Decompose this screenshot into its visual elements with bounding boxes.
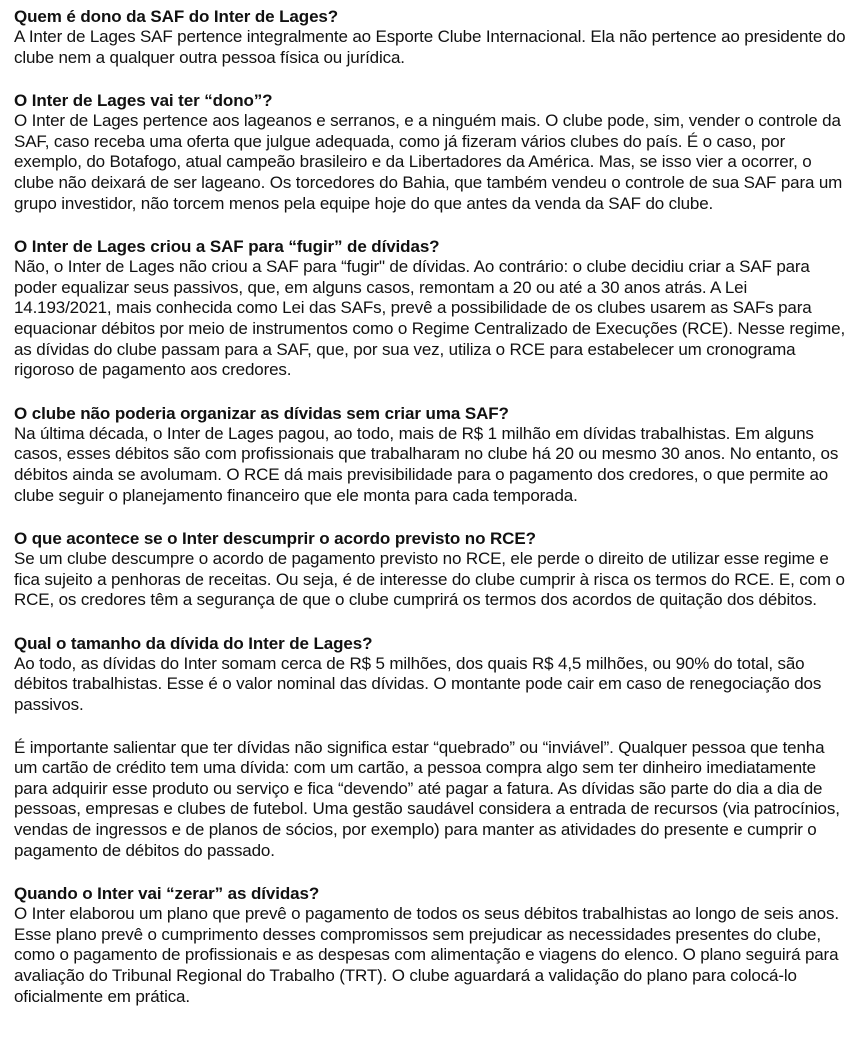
faq-answer: A Inter de Lages SAF pertence integralmente ao Esporte Clube Internacional. Ela não pertence ao presidente do clube nem a qualquer outra pessoa física ou jurídica. <box>14 27 846 67</box>
faq-question: O Inter de Lages criou a SAF para “fugir” de dívidas? <box>14 237 440 257</box>
faq-section <box>14 90 846 214</box>
faq-answer: O Inter de Lages pertence aos lageanos e serranos, e a ninguém mais. O clube pode, sim, vender o controle da SAF, caso receba uma oferta que julgue adequada, como já fizeram vários clubes do país. É o caso, por exemplo, do Botafogo, atual campeão brasileiro e da Libertadores da América. Mas, se isso vier a ocorrer, o clube não deixará de ser lageano. Os torcedores do Bahia, que também vendeu o controle de sua SAF para um grupo investidor, não torcem menos pela equipe hoje do que antes da venda da SAF do clube. <box>14 111 843 213</box>
faq-question: O clube não poderia organizar as dívidas sem criar uma SAF? <box>14 403 509 423</box>
faq-section <box>14 403 846 506</box>
faq-question: Qual o tamanho da dívida do Inter de Lages? <box>14 633 373 653</box>
faq-answer: Se um clube descumpre o acordo de pagamento previsto no RCE, ele perde o direito de utilizar esse regime e fica sujeito a penhoras de receitas. Ou seja, é de interesse do clube cumprir à risca os termos do RCE. E, com o RCE, os credores têm a segurança de que o clube cumprirá os termos dos acordos de quitação dos débitos. <box>14 549 845 610</box>
faq-question: Quem é dono da SAF do Inter de Lages? <box>14 7 339 26</box>
faq-question: Quando o Inter vai “zerar” as dívidas? <box>14 884 320 904</box>
faq-section <box>14 528 846 611</box>
faq-answer: Na última década, o Inter de Lages pagou, ao todo, mais de R$ 1 milhão em dívidas trabalhistas. Em alguns casos, esses débitos são com profissionais que trabalharam no clube há 20 ou mesmo 30 anos. No entanto, os débitos ainda se avolumam. O RCE dá mais previsibilidade para o pagamento dos credores, o que permite ao clube seguir o planejamento financeiro que ele monta para cada temporada. <box>14 423 839 505</box>
faq-section <box>14 236 846 381</box>
faq-answer: O Inter elaborou um plano que prevê o pagamento de todos os seus débitos trabalhistas ao longo de seis anos. Esse plano prevê o cumprimento desses compromissos sem prejudicar as necessidades presentes do clube, como o pagamento de profissionais e as despesas com alimentação e viagens do elenco. O plano seguirá para avaliação do Tribunal Regional do Trabalho (TRT). O clube aguardará a validação do plano para colocá-lo oficialmente em prática. <box>14 904 839 1006</box>
faq-section <box>14 6 846 68</box>
faq-question: O que acontece se o Inter descumprir o acordo previsto no RCE? <box>14 529 536 549</box>
faq-answer: Ao todo, as dívidas do Inter somam cerca de R$ 5 milhões, dos quais R$ 4,5 milhões, ou 90% do total, são débitos trabalhistas. Esse é o valor nominal das dívidas. O montante pode cair em caso de renegociação dos passivos. <box>14 653 822 715</box>
faq-section <box>14 633 846 861</box>
faq-section <box>14 883 846 1007</box>
faq-question: O Inter de Lages vai ter “dono”? <box>14 91 273 111</box>
faq-answer: Não, o Inter de Lages não criou a SAF para “fugir" de dívidas. Ao contrário: o clube decidiu criar a SAF para poder equalizar seus passivos, que, em alguns casos, remontam a 20 ou até a 30 anos atrás. A Lei 14.193/2021, mais conhecida como Lei das SAFs, prevê a possibilidade de os clubes usarem as SAFs para equacionar débitos por meio de instrumentos como o Regime Centralizado de Execuções (RCE). Nesse regime, as dívidas do clube passam para a SAF, que, por sua vez, utiliza o RCE para estabelecer um cronograma rigoroso de pagamento aos credores. <box>14 257 846 380</box>
faq-answer: É importante salientar que ter dívidas não significa estar “quebrado” ou “inviável”. Qualquer pessoa que tenha um cartão de crédito tem uma dívida: com um cartão, a pessoa compra algo sem ter dinheiro imediatamente para adquirir esse produto ou serviço e fica “devendo” até pagar a fatura. As dívidas são parte do dia a dia de pessoas, empresas e clubes de futebol. Uma gestão saudável considera a entrada de recursos (via patrocínios, vendas de ingressos e de planos de sócios, por exemplo) para manter as atividades do presente e cumprir o pagamento de débitos do passado. <box>14 737 840 860</box>
